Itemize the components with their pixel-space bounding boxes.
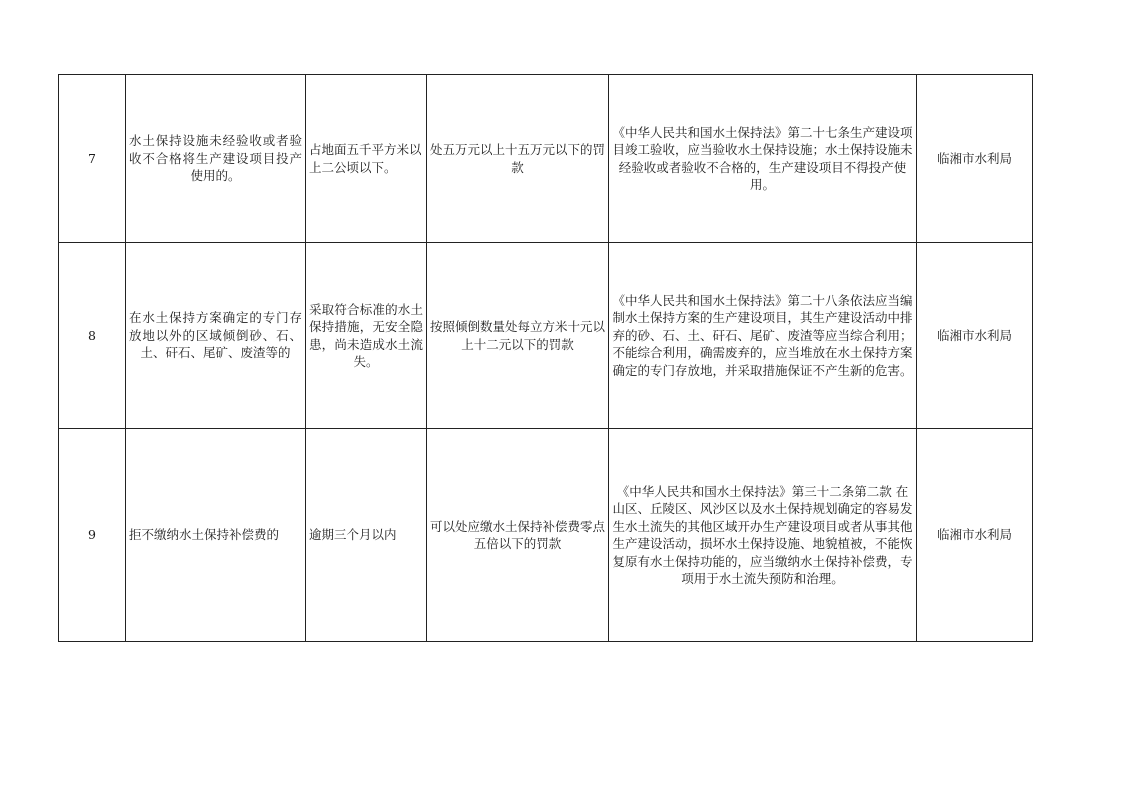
violation-cell: 水土保持设施未经验收或者验收不合格将生产建设项目投产使用的。 <box>126 75 306 243</box>
legal-basis-cell: 《中华人民共和国水土保持法》第二十八条依法应当编制水土保持方案的生产建设项目，其生产建设活动中排弃的砂、石、土、矸石、尾矿、废渣等应当综合利用；不能综合利用，确需废弃的，应当堆放在水土保持方案确定的专门存放地，并采取措施保证不产生新的危害。 <box>609 243 917 429</box>
table-row <box>59 75 1033 243</box>
row-number: 7 <box>59 75 126 243</box>
row-number: 9 <box>59 429 126 642</box>
penalty-cell: 可以处应缴水土保持补偿费零点五倍以下的罚款 <box>427 429 609 642</box>
penalty-cell: 处五万元以上十五万元以下的罚款 <box>427 75 609 243</box>
penalty-cell: 按照倾倒数量处每立方米十元以上十二元以下的罚款 <box>427 243 609 429</box>
violation-cell: 拒不缴纳水土保持补偿费的 <box>126 429 306 642</box>
violation-cell: 在水土保持方案确定的专门存放地以外的区域倾倒砂、石、土、矸石、尾矿、废渣等的 <box>126 243 306 429</box>
department-cell: 临湘市水利局 <box>917 243 1033 429</box>
penalty-table <box>58 74 1033 642</box>
circumstance-cell: 采取符合标准的水土保持措施，无安全隐患，尚未造成水土流失。 <box>306 243 427 429</box>
circumstance-cell: 占地面五千平方米以上二公顷以下。 <box>306 75 427 243</box>
legal-basis-cell: 《中华人民共和国水土保持法》第三十二条第二款 在山区、丘陵区、风沙区以及水土保持规划确定的容易发生水土流失的其他区域开办生产建设项目或者从事其他生产建设活动，损坏水土保持设施、地貌植被，不能恢复原有水土保持功能的，应当缴纳水土保持补偿费，专项用于水土流失预防和治理。 <box>609 429 917 642</box>
table-row <box>59 243 1033 429</box>
department-cell: 临湘市水利局 <box>917 75 1033 243</box>
legal-basis-cell: 《中华人民共和国水土保持法》第二十七条生产建设项目竣工验收，应当验收水土保持设施；水土保持设施未经验收或者验收不合格的，生产建设项目不得投产使用。 <box>609 75 917 243</box>
department-cell: 临湘市水利局 <box>917 429 1033 642</box>
circumstance-cell: 逾期三个月以内 <box>306 429 427 642</box>
row-number: 8 <box>59 243 126 429</box>
table-row <box>59 429 1033 642</box>
